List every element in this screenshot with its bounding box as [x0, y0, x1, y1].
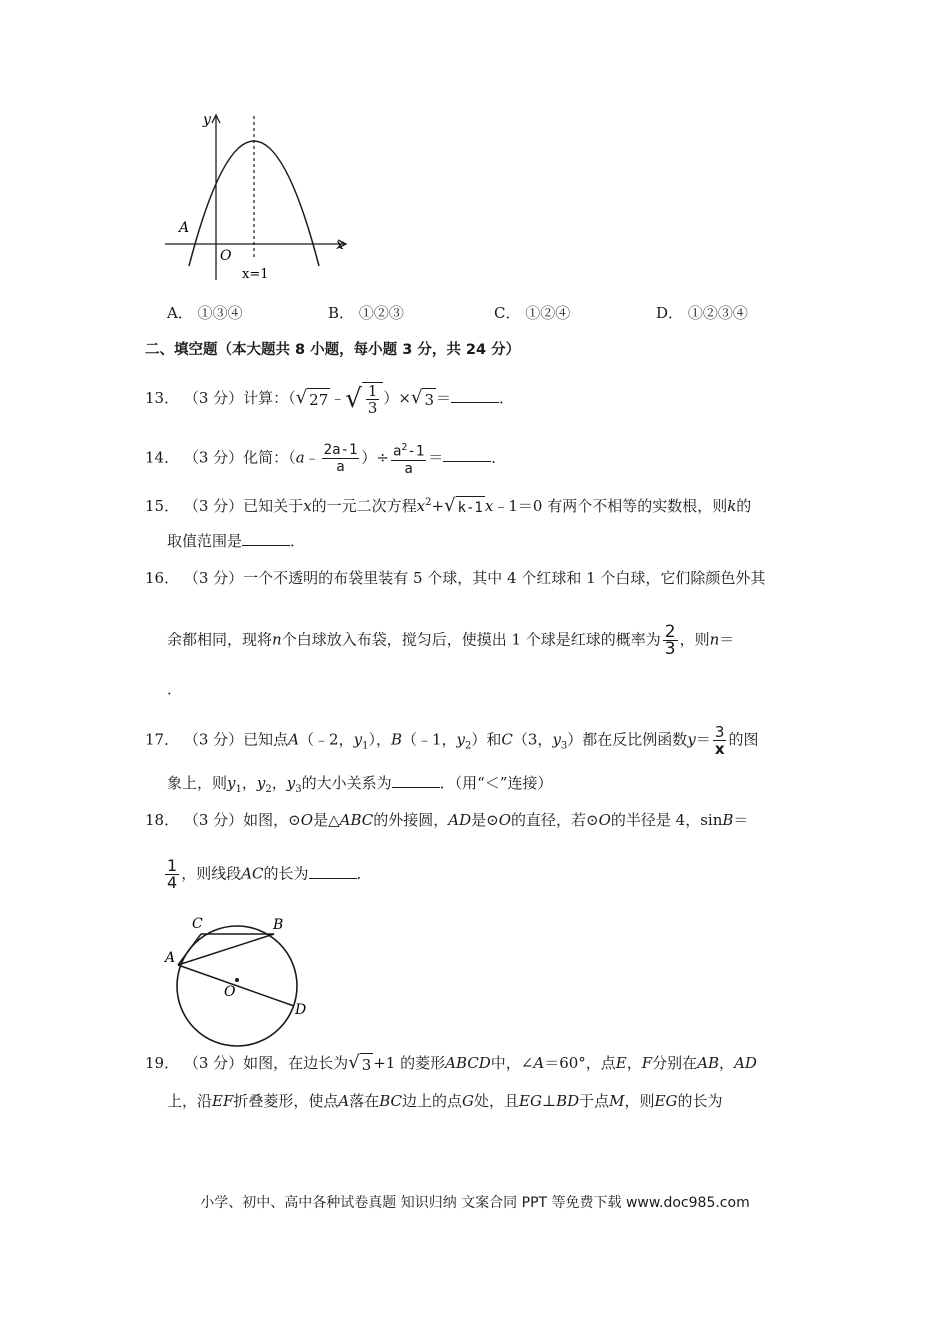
label-o: O [224, 984, 236, 1000]
parabola-figure [160, 108, 360, 283]
option-d: D． ①②③④ [656, 304, 748, 322]
x-axis-label: x [336, 237, 344, 253]
question-17: 17． （3 分）已知点A（﹣2，$y_1$），B（﹣1，$y_2$）和C（3，$y_3$）都在反比例函数y＝ $\frac{3}{x}$ 的图 [145, 723, 759, 758]
question-16-line-3: ． [167, 680, 183, 698]
y-axis-label: y [203, 112, 211, 128]
answer-blank [242, 531, 290, 546]
question-16-line-2: 余都相同，现将n个白球放入布袋，搅匀后，使摸出 1 个球是红球的概率为 $\frac{2}{3}$ ，则n＝ [167, 622, 735, 659]
question-16: 16． （3 分）一个不透明的布袋里装有 5 个球，其中 4 个红球和 1 个白球，它们除颜色外其 [145, 569, 766, 587]
question-17-line-2: 象上，则$y_1$，$y_2$，$y_3$的大小关系为 ．（用“＜”连接） [167, 774, 553, 795]
answer-blank [443, 447, 491, 462]
label-a: A [165, 950, 176, 966]
option-c: C． ①②④ [494, 304, 571, 322]
question-18: 18． （3 分）如图，⊙O是△ABC的外接圆，AD是⊙O的直径，若⊙O的半径是 4，sinB＝ [145, 811, 749, 829]
answer-blank [451, 388, 499, 403]
chord-ab [178, 934, 274, 965]
label-c: C [192, 916, 203, 932]
label-d: D [295, 1002, 307, 1018]
circle-figure [160, 908, 320, 1048]
question-13: 13． （3 分）计算：（ √ 27 ﹣ √ $\frac{1}{3}$ ）× √ 3 ＝ ． [145, 382, 515, 417]
page-footer: 小学、初中、高中各种试卷真题 知识归纳 文案合同 PPT 等免费下载 www.doc985.com [200, 1195, 750, 1211]
point-a-label: A [179, 220, 190, 236]
symmetry-axis-label: x=1 [242, 267, 269, 282]
origin-label: O [220, 248, 232, 264]
question-19-line-2: 上，沿EF折叠菱形，使点A落在BC边上的点G处，且EG⊥BD于点M，则EG的长为 [167, 1092, 723, 1110]
label-b: B [273, 917, 284, 933]
question-14: 14． （3 分）化简：（a﹣ $\frac{2a-1}{a}$ ）÷ $\frac{a^2-1}{a}$ ＝ ． [145, 441, 507, 477]
option-b: B． ①②③ [328, 304, 404, 322]
section-title: 二、填空题（本大题共 8 小题，每小题 3 分，共 24 分） [145, 342, 521, 358]
question-15: 15． （3 分）已知关于x的一元二次方程$x^2+$ √ k-1 x﹣1＝0 有两个不相等的实数根，则k的 [145, 492, 751, 519]
center-dot [235, 978, 239, 982]
chord-ac [178, 934, 201, 965]
answer-blank [309, 864, 357, 879]
option-a: A． ①③④ [167, 304, 243, 322]
question-19: 19． （3 分）如图，在边长为 √ 3 +1 的菱形ABCD中，∠A＝60°，点E，F分别在AB，AD [145, 1051, 757, 1074]
question-15-line-2: 取值范围是 ． [167, 532, 306, 550]
answer-blank [392, 773, 440, 788]
question-18-line-2: $\frac{1}{4}$ ，则线段AC的长为 ． [167, 856, 372, 892]
diameter-ad [178, 965, 294, 1006]
